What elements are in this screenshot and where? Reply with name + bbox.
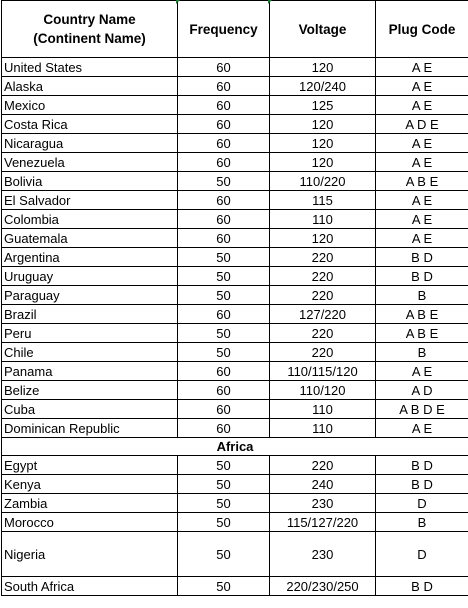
cell-country[interactable]: Chile — [2, 343, 178, 362]
cell-frequency[interactable]: 50 — [178, 324, 270, 343]
table-row — [2, 419, 468, 438]
cell-plug-code[interactable]: B D — [376, 267, 468, 286]
header-voltage[interactable]: Voltage — [270, 1, 376, 58]
cell-voltage[interactable]: 220 — [270, 286, 376, 305]
cell-voltage[interactable]: 120 — [270, 115, 376, 134]
cell-country[interactable]: Mexico — [2, 96, 178, 115]
cell-voltage[interactable]: 230 — [270, 494, 376, 513]
cell-country[interactable]: United States — [2, 58, 178, 77]
cell-frequency[interactable]: 50 — [178, 532, 270, 577]
cell-country[interactable]: Bolivia — [2, 172, 178, 191]
header-frequency[interactable]: Frequency — [178, 1, 270, 58]
cell-plug-code[interactable]: B — [376, 513, 468, 532]
cell-voltage[interactable]: 120 — [270, 58, 376, 77]
cell-country[interactable]: Nigeria — [2, 532, 178, 577]
header-country[interactable] — [2, 1, 178, 58]
cell-country[interactable]: Belize — [2, 381, 178, 400]
cell-voltage[interactable]: 220/230/250 — [270, 577, 376, 596]
cell-marker-2 — [268, 0, 272, 4]
table-row — [2, 362, 468, 381]
cell-voltage[interactable]: 120/240 — [270, 77, 376, 96]
cell-frequency[interactable]: 50 — [178, 494, 270, 513]
cell-country[interactable]: Brazil — [2, 305, 178, 324]
cell-voltage[interactable]: 110 — [270, 419, 376, 438]
cell-plug-code[interactable]: D — [376, 494, 468, 513]
cell-plug-code[interactable]: B D — [376, 475, 468, 494]
table-row — [2, 305, 468, 324]
electricity-table — [1, 0, 468, 596]
cell-frequency[interactable]: 60 — [178, 362, 270, 381]
cell-country[interactable]: Paraguay — [2, 286, 178, 305]
cell-plug-code[interactable]: A D — [376, 381, 468, 400]
cell-frequency[interactable]: 50 — [178, 577, 270, 596]
cell-frequency[interactable]: 50 — [178, 267, 270, 286]
cell-plug-code[interactable]: A E — [376, 419, 468, 438]
header-row — [2, 1, 468, 58]
cell-voltage[interactable]: 110/120 — [270, 381, 376, 400]
cell-frequency[interactable]: 50 — [178, 172, 270, 191]
cell-voltage[interactable]: 120 — [270, 153, 376, 172]
cell-plug-code[interactable]: A B E — [376, 324, 468, 343]
table-row — [2, 191, 468, 210]
cell-frequency[interactable]: 50 — [178, 286, 270, 305]
cell-voltage[interactable]: 110/115/120 — [270, 362, 376, 381]
cell-plug-code[interactable]: A E — [376, 362, 468, 381]
cell-voltage[interactable]: 220 — [270, 456, 376, 475]
cell-voltage[interactable]: 125 — [270, 96, 376, 115]
cell-voltage[interactable]: 110 — [270, 400, 376, 419]
cell-plug-code[interactable]: A E — [376, 229, 468, 248]
cell-plug-code[interactable]: B D — [376, 248, 468, 267]
cell-voltage[interactable]: 110/220 — [270, 172, 376, 191]
table-row — [2, 210, 468, 229]
cell-frequency[interactable]: 60 — [178, 115, 270, 134]
cell-plug-code[interactable]: A E — [376, 77, 468, 96]
cell-plug-code[interactable]: A B E — [376, 172, 468, 191]
table-row — [2, 115, 468, 134]
table-row — [2, 513, 468, 532]
section-row-africa — [2, 438, 468, 456]
cell-voltage[interactable]: 115 — [270, 191, 376, 210]
cell-voltage[interactable]: 110 — [270, 210, 376, 229]
cell-marker-1 — [176, 0, 180, 4]
cell-voltage[interactable]: 120 — [270, 134, 376, 153]
cell-country[interactable]: Argentina — [2, 248, 178, 267]
cell-voltage[interactable]: 220 — [270, 248, 376, 267]
cell-frequency[interactable]: 60 — [178, 210, 270, 229]
cell-country[interactable]: Venezuela — [2, 153, 178, 172]
cell-frequency[interactable]: 60 — [178, 191, 270, 210]
cell-frequency[interactable]: 60 — [178, 134, 270, 153]
cell-voltage[interactable]: 127/220 — [270, 305, 376, 324]
table-row — [2, 475, 468, 494]
table-row — [2, 343, 468, 362]
table-row — [2, 58, 468, 77]
table-row — [2, 229, 468, 248]
table-row — [2, 532, 468, 577]
cell-voltage[interactable]: 240 — [270, 475, 376, 494]
cell-country[interactable]: Morocco — [2, 513, 178, 532]
table-row — [2, 77, 468, 96]
cell-frequency[interactable]: 50 — [178, 456, 270, 475]
cell-voltage[interactable]: 230 — [270, 532, 376, 577]
cell-plug-code[interactable]: A B D E — [376, 400, 468, 419]
cell-plug-code[interactable]: A D E — [376, 115, 468, 134]
table-row — [2, 248, 468, 267]
table-row — [2, 286, 468, 305]
cell-plug-code[interactable]: A E — [376, 134, 468, 153]
table-row — [2, 324, 468, 343]
table-row — [2, 381, 468, 400]
cell-country[interactable]: South Africa — [2, 577, 178, 596]
table-row — [2, 400, 468, 419]
cell-country[interactable]: Nicaragua — [2, 134, 178, 153]
cell-frequency[interactable]: 50 — [178, 475, 270, 494]
cell-country[interactable]: Egypt — [2, 456, 178, 475]
section-title[interactable]: Africa — [2, 438, 468, 456]
table-row — [2, 456, 468, 475]
table-row — [2, 96, 468, 115]
table-row — [2, 267, 468, 286]
cell-frequency[interactable]: 60 — [178, 77, 270, 96]
cell-country[interactable]: Cuba — [2, 400, 178, 419]
cell-frequency[interactable]: 50 — [178, 513, 270, 532]
cell-country[interactable]: Alaska — [2, 77, 178, 96]
header-country-line1: Country Name — [43, 12, 136, 27]
cell-frequency[interactable]: 50 — [178, 343, 270, 362]
cell-plug-code[interactable]: D — [376, 532, 468, 577]
cell-frequency[interactable]: 60 — [178, 58, 270, 77]
cell-frequency[interactable]: 60 — [178, 229, 270, 248]
cell-frequency[interactable]: 60 — [178, 381, 270, 400]
cell-country[interactable]: Guatemala — [2, 229, 178, 248]
cell-voltage[interactable]: 220 — [270, 267, 376, 286]
cell-country[interactable]: Dominican Republic — [2, 419, 178, 438]
cell-plug-code[interactable]: A E — [376, 210, 468, 229]
cell-plug-code[interactable]: B — [376, 343, 468, 362]
cell-voltage[interactable]: 115/127/220 — [270, 513, 376, 532]
cell-plug-code[interactable]: B D — [376, 577, 468, 596]
table-row — [2, 494, 468, 513]
header-plug-code[interactable]: Plug Code — [376, 1, 468, 58]
cell-plug-code[interactable]: A E — [376, 191, 468, 210]
cell-country[interactable]: Costa Rica — [2, 115, 178, 134]
cell-frequency[interactable]: 60 — [178, 419, 270, 438]
cell-country[interactable]: Panama — [2, 362, 178, 381]
table-row — [2, 172, 468, 191]
cell-country[interactable]: Colombia — [2, 210, 178, 229]
header-country-line2: (Continent Name) — [33, 31, 146, 46]
table-row — [2, 577, 468, 596]
cell-plug-code[interactable]: A E — [376, 58, 468, 77]
table-row — [2, 153, 468, 172]
cell-country[interactable]: El Salvador — [2, 191, 178, 210]
cell-plug-code[interactable]: A E — [376, 96, 468, 115]
table-body — [2, 58, 468, 596]
cell-country[interactable]: Uruguay — [2, 267, 178, 286]
cell-plug-code[interactable]: B D — [376, 456, 468, 475]
cell-voltage[interactable]: 220 — [270, 343, 376, 362]
cell-voltage[interactable]: 120 — [270, 229, 376, 248]
cell-frequency[interactable]: 60 — [178, 96, 270, 115]
cell-frequency[interactable]: 60 — [178, 400, 270, 419]
cell-voltage[interactable]: 220 — [270, 324, 376, 343]
cell-plug-code[interactable]: A E — [376, 153, 468, 172]
cell-frequency[interactable]: 60 — [178, 305, 270, 324]
cell-country[interactable]: Zambia — [2, 494, 178, 513]
cell-country[interactable]: Kenya — [2, 475, 178, 494]
cell-country[interactable]: Peru — [2, 324, 178, 343]
table-row — [2, 134, 468, 153]
cell-frequency[interactable]: 60 — [178, 153, 270, 172]
cell-plug-code[interactable]: A B E — [376, 305, 468, 324]
cell-frequency[interactable]: 50 — [178, 248, 270, 267]
cell-plug-code[interactable]: B — [376, 286, 468, 305]
